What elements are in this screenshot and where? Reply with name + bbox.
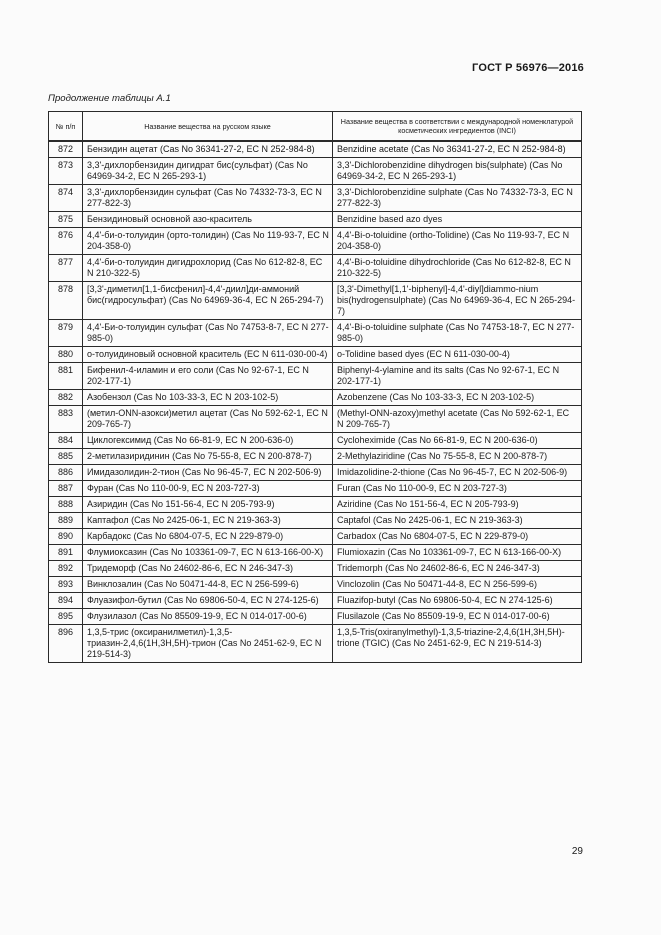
page-number: 29 <box>571 846 583 857</box>
table-row <box>49 282 582 320</box>
row-number: 893 <box>49 577 83 593</box>
table-row <box>49 141 582 158</box>
row-number: 881 <box>49 363 83 390</box>
russian-name-cell: Циклогексимид (Cas No 66-81-9, EC N 200-636-0) <box>83 433 333 449</box>
table-row <box>49 497 582 513</box>
table-header-row <box>49 112 582 142</box>
inci-name-cell: Carbadox (Cas No 6804-07-5, EC N 229-879-0) <box>333 529 582 545</box>
inci-name-cell: o-Tolidine based dyes (EC N 611-030-00-4) <box>333 347 582 363</box>
table-row <box>49 363 582 390</box>
russian-name-cell: 4,4'-би-о-толуидин (орто-толидин) (Cas No 119-93-7, EC N 204-358-0) <box>83 228 333 255</box>
table-row <box>49 390 582 406</box>
row-number: 876 <box>49 228 83 255</box>
russian-name-cell: Тридеморф (Cas No 24602-86-6, EC N 246-347-3) <box>83 561 333 577</box>
row-number: 877 <box>49 255 83 282</box>
inci-name-cell: Captafol (Cas No 2425-06-1, EC N 219-363-3) <box>333 513 582 529</box>
inci-name-cell: 2-Methylaziridine (Cas No 75-55-8, EC N 200-878-7) <box>333 449 582 465</box>
table-row <box>49 577 582 593</box>
row-number: 894 <box>49 593 83 609</box>
russian-name-cell: 2-метилазиридинин (Cas No 75-55-8, EC N 200-878-7) <box>83 449 333 465</box>
table-row <box>49 609 582 625</box>
russian-name-cell: Карбадокс (Cas No 6804-07-5, EC N 229-879-0) <box>83 529 333 545</box>
inci-name-cell: Flusilazole (Cas No 85509-19-9, EC N 014-017-00-6) <box>333 609 582 625</box>
row-number: 883 <box>49 406 83 433</box>
russian-name-cell: Бензидиновый основной азо-краситель <box>83 212 333 228</box>
inci-name-cell: 3,3'-Dichlorobenzidine dihydrogen bis(sulphate) (Cas No 64969-34-2, EC N 265-293-1) <box>333 158 582 185</box>
inci-name-cell: 4,4'-Bi-o-toluidine sulphate (Cas No 74753-18-7, EC N 277-985-0) <box>333 320 582 347</box>
inci-name-cell: Tridemorph (Cas No 24602-86-6, EC N 246-347-3) <box>333 561 582 577</box>
row-number: 891 <box>49 545 83 561</box>
table-row <box>49 529 582 545</box>
table-row <box>49 545 582 561</box>
row-number: 895 <box>49 609 83 625</box>
russian-name-cell: о-толуидиновый основной краситель (EC N 611-030-00-4) <box>83 347 333 363</box>
row-number: 874 <box>49 185 83 212</box>
russian-name-cell: [3,3'-диметил[1,1-бисфенил]-4,4'-диил]ди-аммоний бис(гидросульфат) (Cas No 64969-36-4, EC N 265-294-7) <box>83 282 333 320</box>
table-row <box>49 406 582 433</box>
table-row <box>49 513 582 529</box>
russian-name-cell: Азиридин (Cas No 151-56-4, EC N 205-793-9) <box>83 497 333 513</box>
russian-name-cell: Флуазифол-бутил (Cas No 69806-50-4, EC N 274-125-6) <box>83 593 333 609</box>
inci-name-cell: Furan (Cas No 110-00-9, EC N 203-727-3) <box>333 481 582 497</box>
row-number: 888 <box>49 497 83 513</box>
russian-name-cell: Бифенил-4-иламин и его соли (Cas No 92-67-1, EC N 202-177-1) <box>83 363 333 390</box>
standard-code: ГОСТ Р 56976—2016 <box>472 62 584 74</box>
inci-name-cell: Benzidine based azo dyes <box>333 212 582 228</box>
inci-name-cell: Biphenyl-4-ylamine and its salts (Cas No 92-67-1, EC N 202-177-1) <box>333 363 582 390</box>
russian-name-cell: Флумиоксазин (Cas No 103361-09-7, EC N 613-166-00-X) <box>83 545 333 561</box>
inci-name-cell: [3,3'-Dimethyl[1,1'-biphenyl]-4,4'-diyl]diammo-nium bis(hydrogensulphate) (Cas No 64969-36-4, EC N 265-294-7) <box>333 282 582 320</box>
russian-name-cell: 3,3'-дихлорбензидин сульфат (Cas No 74332-73-3, EC N 277-822-3) <box>83 185 333 212</box>
inci-name-cell: 1,3,5-Tris(oxiranylmethyl)-1,3,5-triazine-2,4,6(1H,3H,5H)-trione (TGIC) (Cas No 2451-62-9, EC N 219-514-3) <box>333 625 582 663</box>
inci-name-cell: 4,4'-Bi-o-toluidine (ortho-Tolidine) (Cas No 119-93-7, EC N 204-358-0) <box>333 228 582 255</box>
inci-name-cell: 4,4'-Bi-o-toluidine dihydrochloride (Cas No 612-82-8, EC N 210-322-5) <box>333 255 582 282</box>
row-number: 884 <box>49 433 83 449</box>
inci-name-cell: Flumioxazin (Cas No 103361-09-7, EC N 613-166-00-X) <box>333 545 582 561</box>
inci-name-cell: Benzidine acetate (Cas No 36341-27-2, EC N 252-984-8) <box>333 141 582 158</box>
table-row <box>49 433 582 449</box>
row-number: 890 <box>49 529 83 545</box>
russian-name-cell: 4,4'-би-о-толуидин дигидрохлорид (Cas No 612-82-8, EC N 210-322-5) <box>83 255 333 282</box>
row-number: 875 <box>49 212 83 228</box>
row-number: 872 <box>49 141 83 158</box>
row-number: 873 <box>49 158 83 185</box>
russian-name-cell: Каптафол (Cas No 2425-06-1, EC N 219-363-3) <box>83 513 333 529</box>
row-number: 885 <box>49 449 83 465</box>
table-row <box>49 228 582 255</box>
row-number: 880 <box>49 347 83 363</box>
row-number: 879 <box>49 320 83 347</box>
table-row <box>49 561 582 577</box>
inci-name-cell: Vinclozolin (Cas No 50471-44-8, EC N 256-599-6) <box>333 577 582 593</box>
table-row <box>49 255 582 282</box>
table-row <box>49 593 582 609</box>
row-number: 896 <box>49 625 83 663</box>
inci-name-cell: (Methyl-ONN-azoxy)methyl acetate (Cas No 592-62-1, EC N 209-765-7) <box>333 406 582 433</box>
inci-name-cell: Aziridine (Cas No 151-56-4, EC N 205-793-9) <box>333 497 582 513</box>
inci-name-cell: Imidazolidine-2-thione (Cas No 96-45-7, EC N 202-506-9) <box>333 465 582 481</box>
inci-name-cell: 3,3'-Dichlorobenzidine sulphate (Cas No 74332-73-3, EC N 277-822-3) <box>333 185 582 212</box>
table-row <box>49 465 582 481</box>
inci-name-cell: Cycloheximide (Cas No 66-81-9, EC N 200-636-0) <box>333 433 582 449</box>
table-continuation-label: Продолжение таблицы А.1 <box>48 93 171 104</box>
russian-name-cell: 1,3,5-трис (оксиранилметил)-1,3,5-триазин-2,4,6(1H,3H,5H)-трион (Cas No 2451-62-9, EC N 219-514-3) <box>83 625 333 663</box>
row-number: 886 <box>49 465 83 481</box>
russian-name-cell: Бензидин ацетат (Cas No 36341-27-2, EC N 252-984-8) <box>83 141 333 158</box>
column-header-inci-name: Название вещества в соответствии с международной номенклатурой косметических ингредиентов (INCI) <box>333 112 582 142</box>
table-row <box>49 212 582 228</box>
column-header-number: № п/п <box>49 112 83 142</box>
substances-table <box>48 111 582 663</box>
inci-name-cell: Azobenzene (Cas No 103-33-3, EC N 203-102-5) <box>333 390 582 406</box>
russian-name-cell: Винклозалин (Cas No 50471-44-8, EC N 256-599-6) <box>83 577 333 593</box>
table-row <box>49 185 582 212</box>
table-row <box>49 347 582 363</box>
russian-name-cell: (метил-ONN-азокси)метил ацетат (Cas No 592-62-1, EC N 209-765-7) <box>83 406 333 433</box>
table-row <box>49 481 582 497</box>
row-number: 878 <box>49 282 83 320</box>
table-row <box>49 320 582 347</box>
russian-name-cell: 4,4'-Би-о-толуидин сульфат (Cas No 74753-8-7, EC N 277-985-0) <box>83 320 333 347</box>
russian-name-cell: Азобензол (Cas No 103-33-3, EC N 203-102-5) <box>83 390 333 406</box>
table-row <box>49 625 582 663</box>
russian-name-cell: 3,3'-дихлорбензидин дигидрат бис(сульфат) (Cas No 64969-34-2, EC N 265-293-1) <box>83 158 333 185</box>
row-number: 887 <box>49 481 83 497</box>
column-header-russian-name: Название вещества на русском языке <box>83 112 333 142</box>
russian-name-cell: Фуран (Cas No 110-00-9, EC N 203-727-3) <box>83 481 333 497</box>
row-number: 882 <box>49 390 83 406</box>
table-row <box>49 449 582 465</box>
inci-name-cell: Fluazifop-butyl (Cas No 69806-50-4, EC N 274-125-6) <box>333 593 582 609</box>
russian-name-cell: Флузилазол (Cas No 85509-19-9, EC N 014-017-00-6) <box>83 609 333 625</box>
table-row <box>49 158 582 185</box>
row-number: 889 <box>49 513 83 529</box>
russian-name-cell: Имидазолидин-2-тион (Cas No 96-45-7, EC N 202-506-9) <box>83 465 333 481</box>
row-number: 892 <box>49 561 83 577</box>
